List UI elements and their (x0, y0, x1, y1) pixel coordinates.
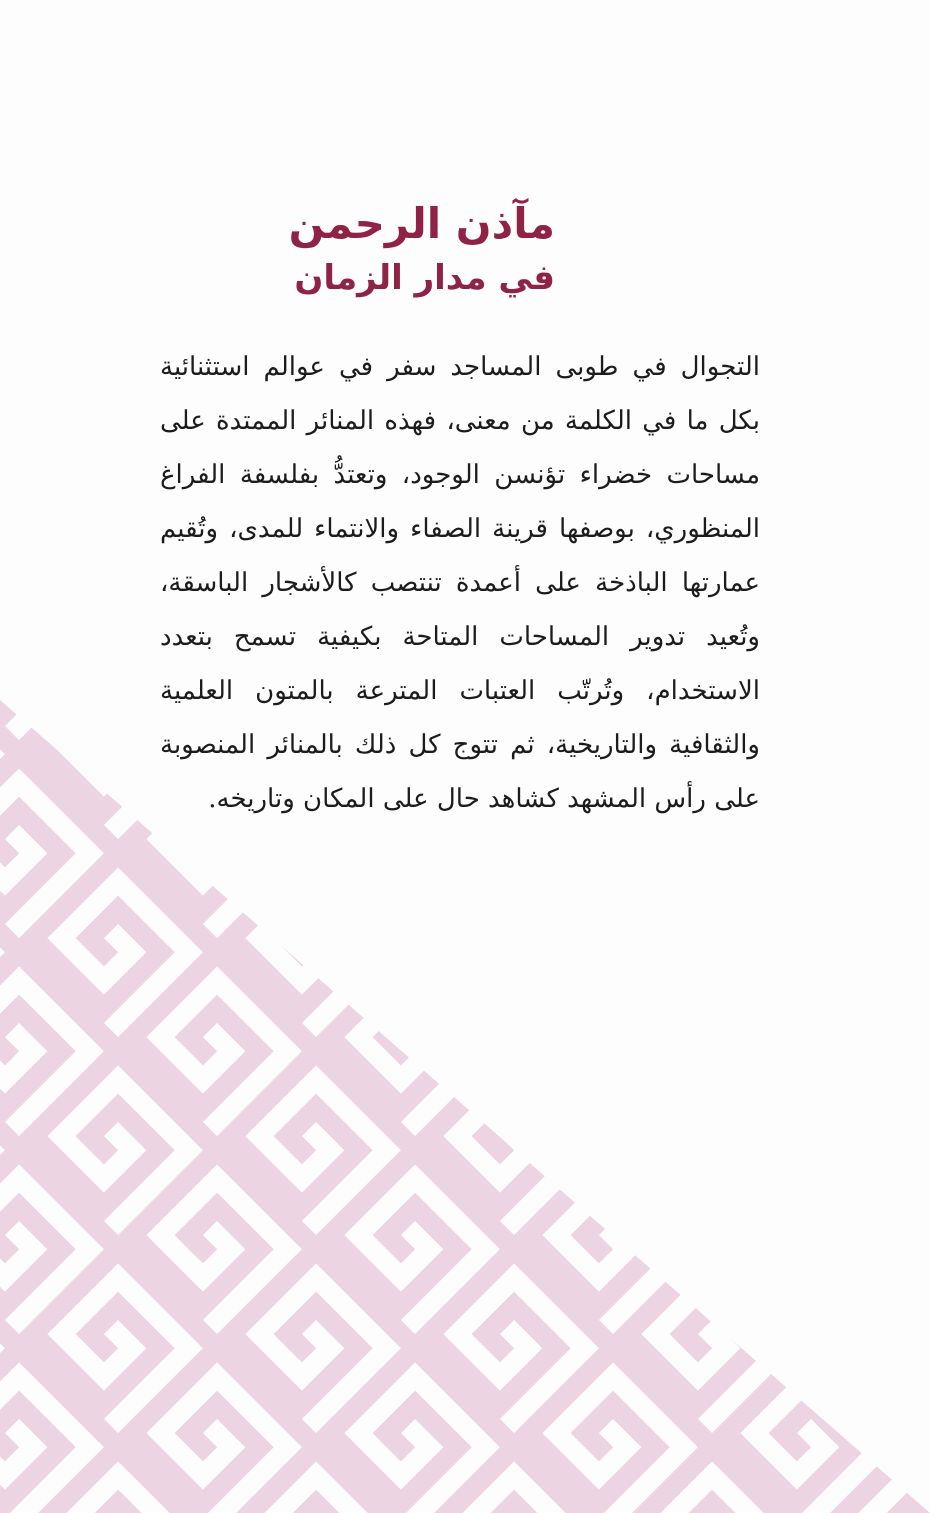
page-subtitle: في مدار الزمان (294, 258, 555, 298)
body-paragraph: التجوال في طوبى المساجد سفر في عوالم استثنائية بكل ما في الكلمة من معنى، فهذه المنائر الممتدة على مساحات خضراء تؤنسن الوجود، وتعتدُّ بفلسفة الفراغ المنظوري، بوصفها قرينة الصفاء والانتماء للمدى، وتُقيم عمارتها الباذخة على أعمدة تنتصب كالأشجار الباسقة، وتُعيد تدوير المساحات المتاحة بكيفية تسمح بتعدد الاستخدام، وتُرتّب العتبات المترعة بالمتون العلمية والثقافية والتاريخية، ثم تتوج كل ذلك بالمنائر المنصوبة على رأس المشهد كشاهد حال على المكان وتاريخه. (160, 352, 760, 814)
title-block (95, 195, 555, 303)
page-title: مآذن الرحمن (288, 199, 555, 248)
